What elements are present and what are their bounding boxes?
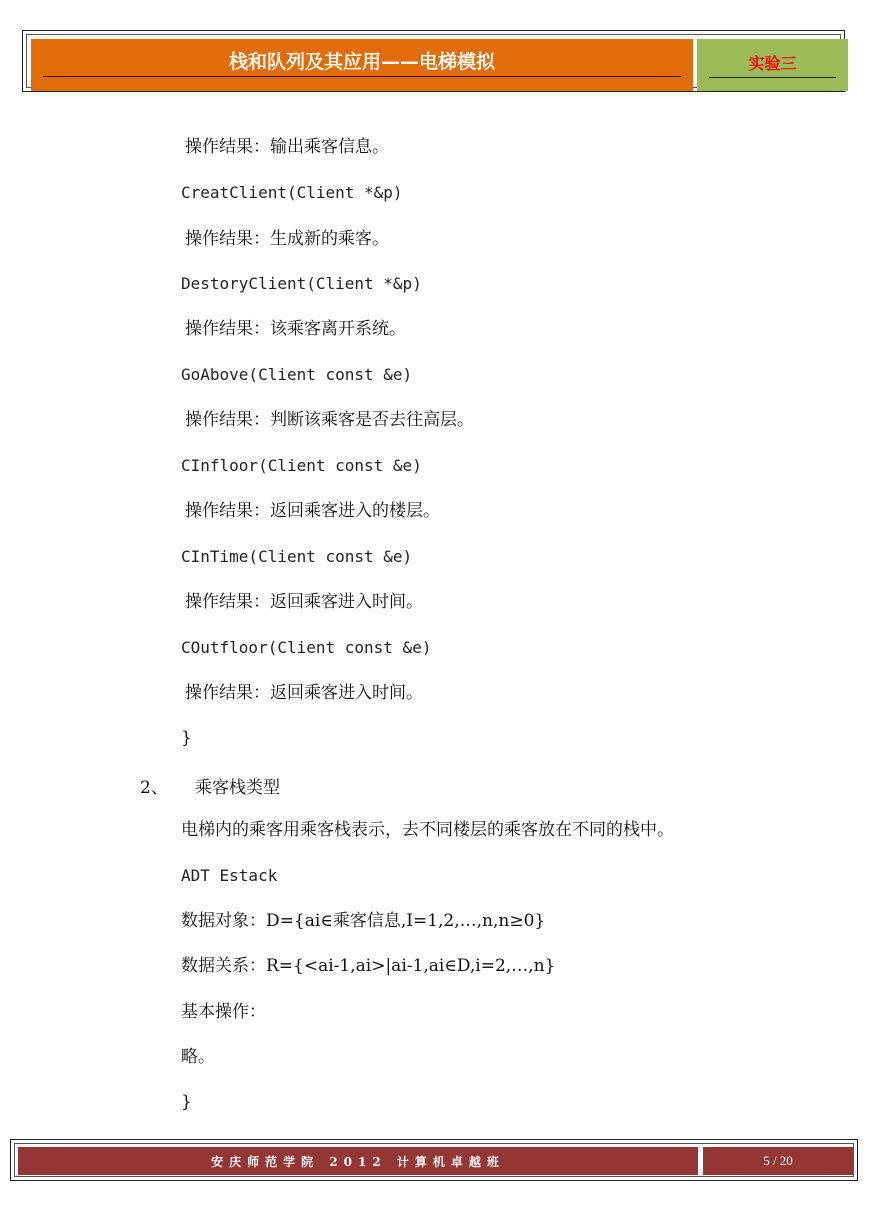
body-line: DestoryClient(Client *&p) <box>181 274 422 293</box>
body-line: CInTime(Client const &e) <box>181 547 413 566</box>
section-line: 数据对象：D={ai∈乘客信息,I=1,2,…,n,n≥0} <box>181 911 546 931</box>
page-footer <box>10 1139 858 1181</box>
page-number: 5 / 20 <box>763 1153 793 1168</box>
page-footer-frame <box>14 1143 854 1177</box>
body-line: 操作结果：返回乘客进入时间。 <box>185 592 423 612</box>
body-line: CreatClient(Client *&p) <box>181 183 403 202</box>
body-line: GoAbove(Client const &e) <box>181 365 413 384</box>
section-line: 基本操作： <box>181 1002 266 1022</box>
body-line: 操作结果：判断该乘客是否去往高层。 <box>185 410 474 430</box>
section-number: 2、 <box>140 778 168 798</box>
body-line: 操作结果：输出乘客信息。 <box>185 137 389 157</box>
body-line: CInfloor(Client const &e) <box>181 456 422 475</box>
header-title: 栈和队列及其应用——电梯模拟 <box>228 51 495 73</box>
header-badge: 实验三 <box>748 54 797 73</box>
body-line: 操作结果：返回乘客进入时间。 <box>185 683 423 703</box>
footer-institution: 安庆师范学院 2012 计算机卓越班 <box>211 1155 505 1169</box>
body-line: 操作结果：该乘客离开系统。 <box>185 319 406 339</box>
section-line: 电梯内的乘客用乘客栈表示，去不同楼层的乘客放在不同的栈中。 <box>181 820 674 840</box>
footer-right-box <box>703 1147 853 1175</box>
closing-brace: } <box>181 1092 192 1112</box>
section-line: 略。 <box>181 1047 215 1067</box>
section-title: 乘客栈类型 <box>195 778 280 798</box>
body-line: 操作结果：返回乘客进入的楼层。 <box>185 501 440 521</box>
closing-brace: } <box>181 728 192 748</box>
section-line: 数据关系：R={<ai-1,ai>|ai-1,ai∈D,i=2,…,n} <box>181 956 556 976</box>
body-line: COutfloor(Client const &e) <box>181 638 432 657</box>
section-line: ADT Estack <box>181 866 278 885</box>
body-line: 操作结果：生成新的乘客。 <box>185 229 389 249</box>
footer-left-box <box>18 1147 698 1175</box>
